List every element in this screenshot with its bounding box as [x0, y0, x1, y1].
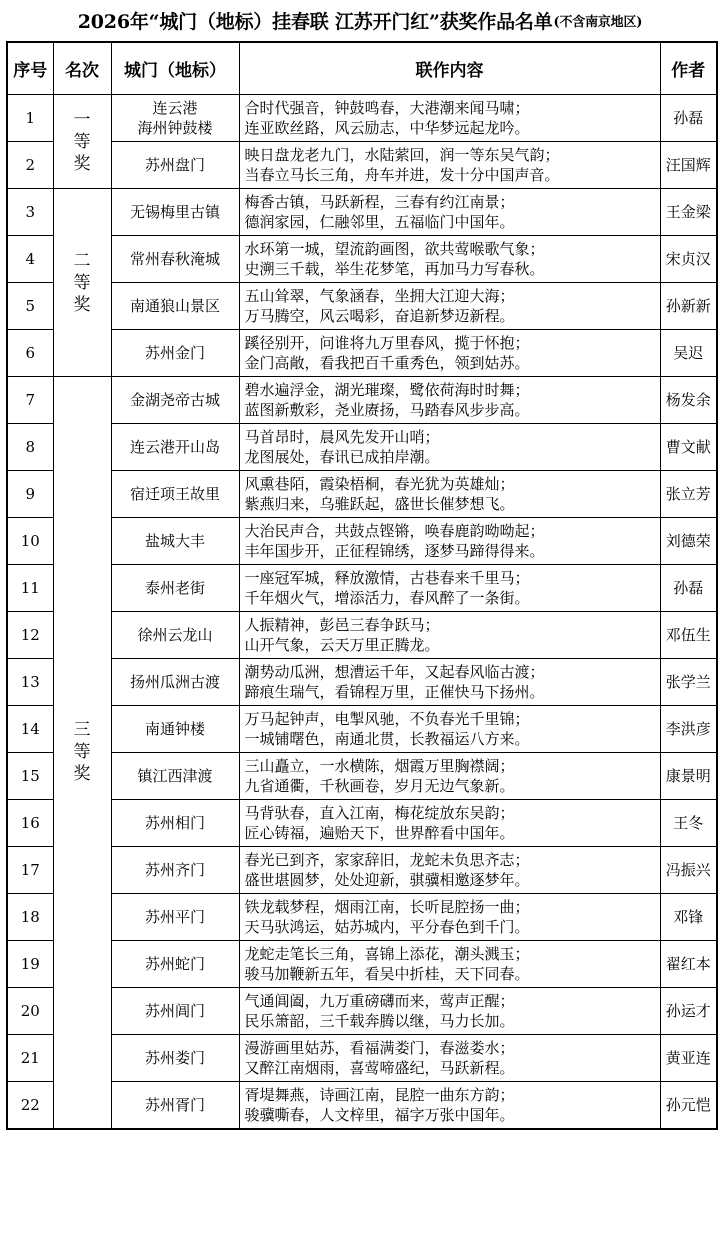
author-name: 康景明: [660, 753, 717, 800]
couplet-line-1: 漫游画里姑苏，看福满娄门，春滋娄水；: [244, 1039, 515, 1057]
row-num: 1: [7, 95, 53, 142]
couplet-content: [239, 330, 660, 377]
row-num: 20: [7, 988, 53, 1035]
author-name: 杨发余: [660, 377, 717, 424]
table-row: [7, 1035, 717, 1082]
table-row: [7, 189, 717, 236]
table-row: [7, 800, 717, 847]
header-row: [7, 42, 717, 95]
gate-name: 苏州胥门: [111, 1082, 239, 1129]
couplet-line-1: 胥堤舞燕，诗画江南，昆腔一曲东方韵；: [244, 1085, 515, 1104]
couplet-line-2: 天马驮鸿运，姑苏城内，平分春色到千门。: [244, 918, 530, 936]
couplet-content: [239, 565, 660, 612]
row-num: 14: [7, 706, 53, 753]
award-table: [6, 41, 718, 1130]
couplet-line-2: 当春立马长三角，舟车并进，发十分中国声音。: [244, 166, 560, 184]
header-num: 序号: [7, 42, 53, 95]
gate-name: 金湖尧帝古城: [111, 377, 239, 424]
gate-name: 苏州盘门: [111, 142, 239, 189]
couplet-line-1: 碧水遍浮金，湖光璀璨，鹭依荷海时时舞；: [244, 381, 530, 399]
couplet-line-2: 骏骥嘶春，人文梓里，福字万张中国年。: [244, 1105, 515, 1124]
author-name: 李洪彦: [660, 706, 717, 753]
row-num: 9: [7, 471, 53, 518]
table-row: [7, 847, 717, 894]
couplet-line-1: 万马起钟声，电掣风驰，不负春光千里锦；: [244, 710, 530, 728]
couplet-line-1: 蹊径别开，问谁将九万里春风，揽于怀抱；: [244, 334, 530, 352]
author-name: 王冬: [660, 800, 717, 847]
couplet-content: [239, 800, 660, 847]
couplet-content: [239, 1082, 660, 1129]
couplet-content: [239, 894, 660, 941]
couplet-line-1: 气通阊阖，九万重磅礴而来，莺声正醒；: [244, 992, 515, 1010]
couplet-content: [239, 1035, 660, 1082]
gate-name: 泰州老街: [111, 565, 239, 612]
couplet-content: [239, 706, 660, 753]
couplet-line-2: 骏马加鞭新五年，看吴中折桂，天下同春。: [244, 965, 530, 983]
couplet-line-2: 连亚欧丝路，风云励志，中华梦远起龙吟。: [244, 119, 530, 137]
row-num: 5: [7, 283, 53, 330]
couplet-content: [239, 941, 660, 988]
header-prize: 名次: [53, 42, 111, 95]
author-name: 张立芳: [660, 471, 717, 518]
row-num: 17: [7, 847, 53, 894]
gate-name: 徐州云龙山: [111, 612, 239, 659]
table-row: [7, 659, 717, 706]
couplet-line-1: 马背驮春，直入江南，梅花绽放东吴韵；: [244, 804, 515, 822]
prize-cell: [53, 189, 111, 377]
couplet-content: [239, 518, 660, 565]
author-name: 孙磊: [660, 95, 717, 142]
gate-name: 南通钟楼: [111, 706, 239, 753]
header-gate: 城门（地标）: [111, 42, 239, 95]
row-num: 10: [7, 518, 53, 565]
table-row: [7, 894, 717, 941]
couplet-line-2: 万马腾空，风云喝彩，奋追新梦迈新程。: [244, 307, 515, 325]
couplet-line-1: 马首昂时，晨风先发开山哨；: [244, 428, 440, 446]
table-row: [7, 283, 717, 330]
couplet-line-2: 匠心铸福，遍贻天下，世界醉看中国年。: [244, 824, 515, 842]
row-num: 8: [7, 424, 53, 471]
prize-label: 二等奖: [73, 250, 91, 315]
gate-name: 常州春秋淹城: [111, 236, 239, 283]
couplet-line-2: 丰年国步开，正征程锦绣，逐梦马蹄得得来。: [244, 542, 545, 560]
author-name: 翟红本: [660, 941, 717, 988]
row-num: 12: [7, 612, 53, 659]
couplet-line-2: 蹄痕生瑞气，看锦程万里，正催快马下扬州。: [244, 683, 545, 701]
gate-name: 苏州相门: [111, 800, 239, 847]
couplet-line-1: 春光已到齐，家家辞旧，龙蛇未负思齐志；: [244, 851, 530, 869]
table-row: [7, 424, 717, 471]
couplet-content: [239, 377, 660, 424]
row-num: 21: [7, 1035, 53, 1082]
row-num: 13: [7, 659, 53, 706]
author-name: 曹文献: [660, 424, 717, 471]
author-name: 孙运才: [660, 988, 717, 1035]
couplet-line-2: 一城铺曙色，南通北贯，长教福运八方来。: [244, 730, 530, 748]
couplet-line-1: 梅香古镇，马跃新程，三春有约江南景；: [244, 193, 515, 211]
couplet-content: [239, 189, 660, 236]
couplet-content: [239, 659, 660, 706]
couplet-line-1: 水环第一城，望流韵画图，欲共莺喉歌气象；: [244, 240, 545, 258]
gate-name: 苏州阊门: [111, 988, 239, 1035]
author-name: 邓伍生: [660, 612, 717, 659]
prize-label: 一等奖: [73, 109, 91, 174]
gate-name: 连云港开山岛: [111, 424, 239, 471]
prize-cell: [53, 95, 111, 189]
author-name: 孙磊: [660, 565, 717, 612]
table-row: [7, 377, 717, 424]
couplet-line-1: 潮势动瓜洲，想漕运千年，又起春风临古渡；: [244, 663, 545, 681]
table-row: [7, 753, 717, 800]
row-num: 16: [7, 800, 53, 847]
couplet-content: [239, 988, 660, 1035]
row-num: 19: [7, 941, 53, 988]
author-name: 孙元恺: [660, 1082, 717, 1129]
header-author: 作者: [660, 42, 717, 95]
prize-cell: [53, 377, 111, 1129]
couplet-line-2: 蓝图新敷彩，尧业赓扬，马踏春风步步高。: [244, 401, 530, 419]
table-row: [7, 95, 717, 142]
couplet-content: [239, 471, 660, 518]
couplet-content: [239, 142, 660, 189]
couplet-line-2: 盛世堪圆梦，处处迎新，骐骥相邀逐梦年。: [244, 871, 530, 889]
table-row: [7, 330, 717, 377]
row-num: 15: [7, 753, 53, 800]
couplet-line-2: 金门高敞，看我把百千重秀色，领到姑苏。: [244, 354, 530, 372]
author-name: 邓锋: [660, 894, 717, 941]
gate-name: 苏州平门: [111, 894, 239, 941]
couplet-line-1: 五山耸翠，气象涵春，坐拥大江迎大海；: [244, 287, 515, 305]
row-num: 22: [7, 1082, 53, 1129]
couplet-line-2: 山开气象，云天万里正腾龙。: [244, 636, 440, 654]
table-body: [7, 95, 717, 1129]
table-row: [7, 518, 717, 565]
table-row: [7, 236, 717, 283]
couplet-content: [239, 236, 660, 283]
author-name: 张学兰: [660, 659, 717, 706]
gate-name: 苏州娄门: [111, 1035, 239, 1082]
gate-name: 宿迁项王故里: [111, 471, 239, 518]
couplet-line-1: 龙蛇走笔长三角，喜锦上添花，潮头溅玉；: [244, 945, 530, 963]
row-num: 3: [7, 189, 53, 236]
row-num: 2: [7, 142, 53, 189]
title-main: 2026年“城门（地标）挂春联 江苏开门红”获奖作品名单: [77, 10, 553, 33]
gate-name: 连云港 海州钟鼓楼: [111, 95, 239, 142]
row-num: 7: [7, 377, 53, 424]
gate-name: 盐城大丰: [111, 518, 239, 565]
author-name: 汪国辉: [660, 142, 717, 189]
row-num: 4: [7, 236, 53, 283]
gate-name: 镇江西津渡: [111, 753, 239, 800]
table-row: [7, 706, 717, 753]
table-row: [7, 988, 717, 1035]
couplet-line-2: 史溯三千载，举生花梦笔，再加马力写春秋。: [244, 260, 545, 278]
gate-name: 南通狼山景区: [111, 283, 239, 330]
couplet-line-1: 合时代强音，钟鼓鸣春，大港潮来闻马啸；: [244, 99, 530, 117]
gate-name: 无锡梅里古镇: [111, 189, 239, 236]
couplet-line-2: 德润家园，仁融邻里，五福临门中国年。: [244, 213, 515, 231]
couplet-line-1: 风熏巷陌，霞染梧桐，春光犹为英雄灿；: [244, 475, 515, 493]
couplet-line-1: 一座冠军城，释放激情，古巷春来千里马；: [244, 569, 530, 587]
author-name: 宋贞汉: [660, 236, 717, 283]
couplet-line-1: 铁龙载梦程，烟雨江南，长听昆腔扬一曲；: [244, 898, 530, 916]
couplet-line-1: 大治民声合，共鼓点铿锵，唤春鹿韵呦呦起；: [244, 522, 545, 540]
table-row: [7, 565, 717, 612]
couplet-line-2: 九省通衢，千秋画卷，岁月无边气象新。: [244, 777, 515, 795]
row-num: 18: [7, 894, 53, 941]
page-title: [0, 0, 720, 40]
couplet-line-1: 三山矗立，一水横陈，烟霞万里胸襟阔；: [244, 757, 515, 775]
couplet-content: [239, 95, 660, 142]
couplet-content: [239, 283, 660, 330]
row-num: 6: [7, 330, 53, 377]
couplet-content: [239, 424, 660, 471]
gate-name: 苏州蛇门: [111, 941, 239, 988]
author-name: 吴迟: [660, 330, 717, 377]
author-name: 黄亚连: [660, 1035, 717, 1082]
title-note: (不含南京地区): [553, 14, 643, 30]
couplet-line-2: 又醉江南烟雨，喜莺啼盛纪，马跃新程。: [244, 1059, 515, 1077]
table-row: [7, 941, 717, 988]
table-row: [7, 471, 717, 518]
couplet-line-1: 人振精神，彭邑三春争跃马；: [244, 616, 440, 634]
gate-name: 苏州齐门: [111, 847, 239, 894]
couplet-content: [239, 847, 660, 894]
table-row: [7, 1082, 717, 1129]
author-name: 王金梁: [660, 189, 717, 236]
couplet-content: [239, 612, 660, 659]
prize-label: 三等奖: [73, 720, 91, 785]
gate-name: 苏州金门: [111, 330, 239, 377]
couplet-line-2: 龙图展处，春讯已成拍岸潮。: [244, 448, 440, 466]
couplet-content: [239, 753, 660, 800]
row-num: 11: [7, 565, 53, 612]
couplet-line-2: 千年烟火气，增添活力，春风醉了一条街。: [244, 589, 530, 607]
table-row: [7, 142, 717, 189]
couplet-line-2: 紫燕归来，乌骓跃起，盛世长催梦想飞。: [244, 495, 515, 513]
header-content: 联作内容: [239, 42, 660, 95]
couplet-line-2: 民乐箫韶，三千载奔腾以继，马力长加。: [244, 1012, 515, 1030]
author-name: 孙新新: [660, 283, 717, 330]
gate-name: 扬州瓜洲古渡: [111, 659, 239, 706]
author-name: 冯振兴: [660, 847, 717, 894]
table-row: [7, 612, 717, 659]
couplet-line-1: 映日盘龙老九门，水陆萦回，润一等东吴气韵；: [244, 146, 560, 164]
author-name: 刘德荣: [660, 518, 717, 565]
